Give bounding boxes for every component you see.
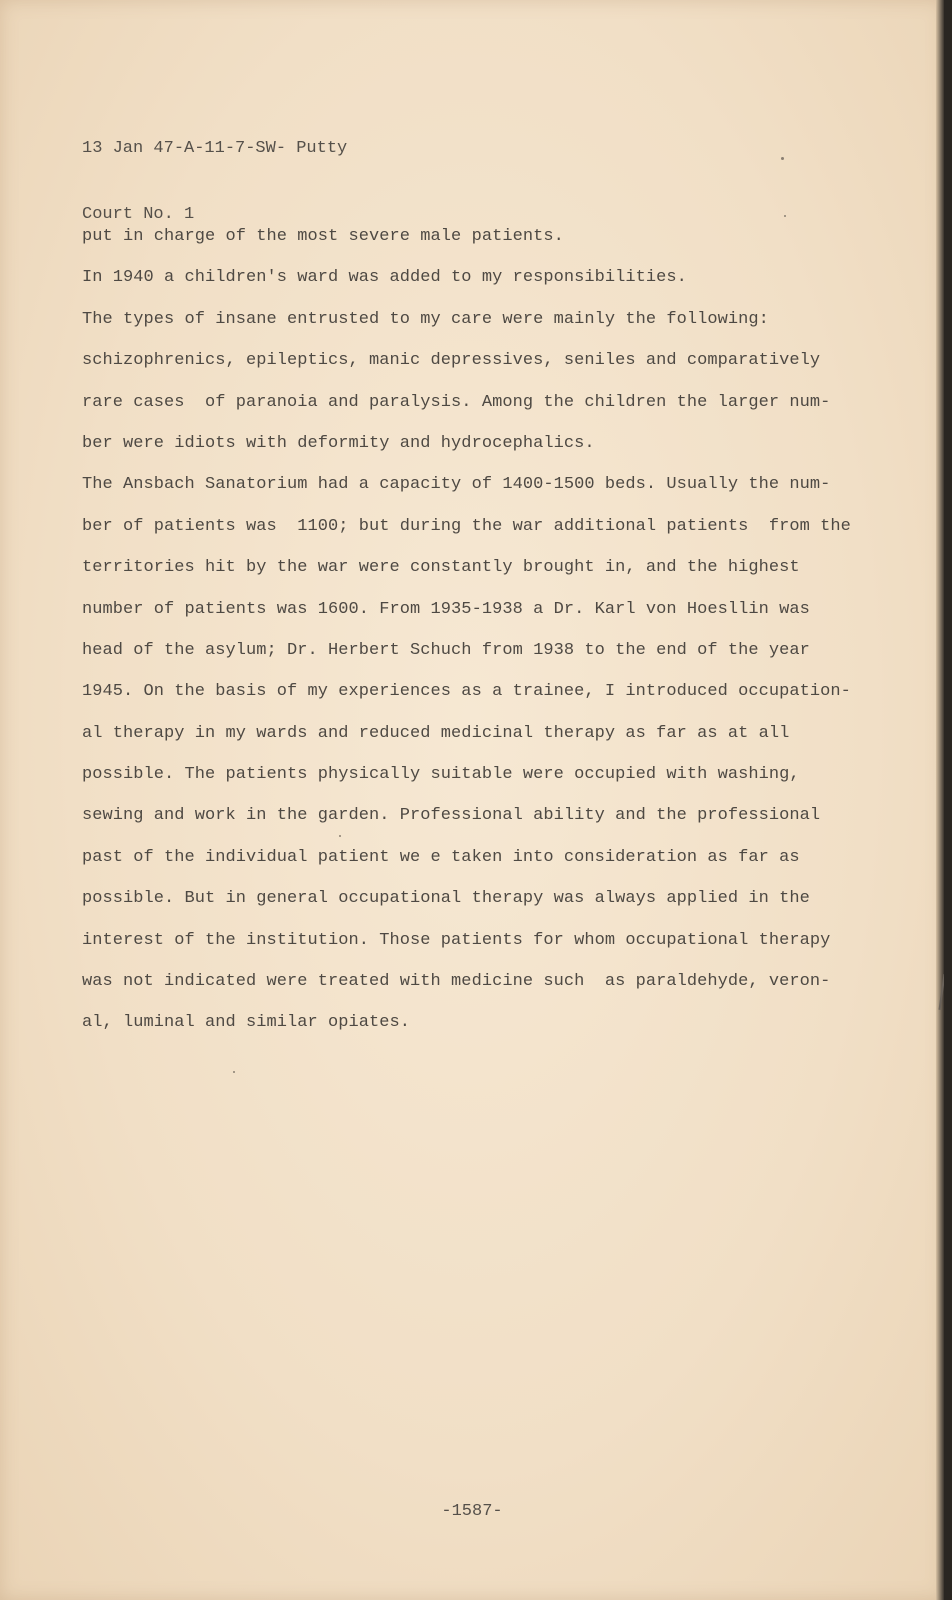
text-line: In 1940 a children's ward was added to my responsibilities.	[82, 268, 687, 288]
page-edge-shadow	[936, 0, 944, 1600]
paper-speck	[233, 1071, 235, 1073]
text-line: number of patients was 1600. From 1935-1938 a Dr. Karl von Hoesllin was	[82, 599, 810, 619]
text-line: ber were idiots with deformity and hydrocephalics.	[82, 433, 595, 453]
text-line: schizophrenics, epileptics, manic depressives, seniles and comparatively	[82, 351, 821, 371]
paper-speck	[781, 157, 784, 160]
body-text	[82, 216, 862, 1044]
text-line: The Ansbach Sanatorium had a capacity of 1400-1500 beds. Usually the num-	[82, 475, 831, 495]
header-court: Court No. 1	[82, 205, 195, 224]
text-line: was not indicated were treated with medicine such as paraldehyde, veron-	[82, 972, 831, 992]
paper-speck	[339, 835, 341, 837]
text-line: interest of the institution. Those patients for whom occupational therapy	[82, 930, 831, 950]
text-line: The types of insane entrusted to my care were mainly the following:	[82, 309, 769, 329]
header-reference: 13 Jan 47-A-11-7-SW- Putty	[82, 139, 348, 158]
text-line: al, luminal and similar opiates.	[82, 1013, 411, 1033]
text-line: possible. But in general occupational therapy was always applied in the	[82, 889, 810, 909]
text-line: past of the individual patient we e taken into consideration as far as	[82, 847, 800, 867]
text-line: territories hit by the war were constantly brought in, and the highest	[82, 558, 800, 578]
text-line: rare cases of paranoia and paralysis. Among the children the larger num-	[82, 392, 831, 412]
text-line: 1945. On the basis of my experiences as a trainee, I introduced occupation-	[82, 682, 851, 702]
text-line: al therapy in my wards and reduced medicinal therapy as far as at all	[82, 723, 790, 743]
page-number: -1587-	[441, 1502, 503, 1521]
text-line: put in charge of the most severe male patients.	[82, 227, 564, 246]
text-line: ber of patients was 1100; but during the war additional patients from the	[82, 516, 851, 536]
text-line: possible. The patients physically suitable were occupied with washing,	[82, 765, 800, 785]
text-line: head of the asylum; Dr. Herbert Schuch from 1938 to the end of the year	[82, 640, 810, 660]
text-line: sewing and work in the garden. Professional ability and the professional	[82, 806, 821, 826]
paper-speck	[784, 215, 786, 217]
